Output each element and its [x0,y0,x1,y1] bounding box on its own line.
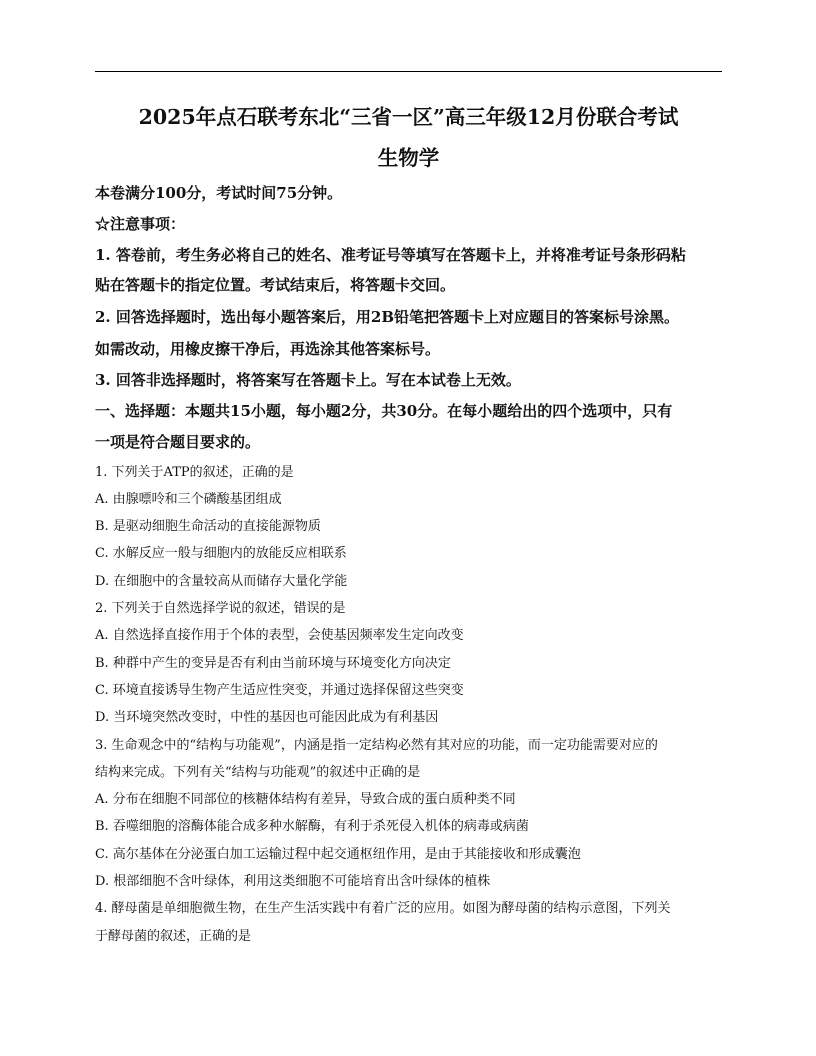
exam-title: 2025年点石联考东北“三省一区”高三年级12月份联合考试 [138,105,679,129]
q2-option-b: B. 种群中产生的变异是否有利由当前环境与环境变化方向决定 [95,656,451,671]
q3-option-a: A. 分布在细胞不同部位的核糖体结构有差异，导致合成的蛋白质种类不同 [95,792,516,807]
q1-option-b: B. 是驱动细胞生命活动的直接能源物质 [95,519,321,534]
notice-item-1-line-1: 1. 答卷前，考生务必将自己的姓名、准考证号等填写在答题卡上，并将准考证号条形码粘 [95,246,686,264]
q4-stem-line-2: 于酵母菌的叙述，正确的是 [95,929,252,944]
header-rule [95,71,722,72]
notice-item-1-line-2: 贴在答题卡的指定位置。考试结束后，将答题卡交回。 [95,276,456,294]
q2-option-a: A. 自然选择直接作用于个体的表型，会使基因频率发生定向改变 [95,628,464,643]
q3-option-b: B. 吞噬细胞的溶酶体能合成多种水解酶，有利于杀死侵入机体的病毒或病菌 [95,819,529,834]
notice-item-2-line-2: 如需改动，用橡皮擦干净后，再选涂其他答案标号。 [95,340,441,358]
q2-stem: 2. 下列关于自然选择学说的叙述，错误的是 [95,601,346,616]
q1-option-c: C. 水解反应一般与细胞内的放能反应相联系 [95,546,347,561]
q2-option-d: D. 当环境突然改变时，中性的基因也可能因此成为有利基因 [95,710,439,725]
score-time-text: 本卷满分100分，考试时间75分钟。 [95,184,343,202]
q2-option-c: C. 环境直接诱导生物产生适应性突变，并通过选择保留这些突变 [95,683,464,698]
notice-item-3: 3. 回答非选择题时，将答案写在答题卡上。写在本试卷上无效。 [95,371,521,389]
q3-stem-line-2: 结构来完成。下列有关“结构与功能观”的叙述中正确的是 [95,765,421,780]
q1-option-d: D. 在细胞中的含量较高从而储存大量化学能 [95,574,348,589]
q4-stem-line-1: 4. 酵母菌是单细胞微生物，在生产生活实践中有着广泛的应用。如图为酵母菌的结构示意图，下列关 [95,901,671,916]
q3-stem-line-1: 3. 生命观念中的“结构与功能观”，内涵是指一定结构必然有其对应的功能，而一定功能需要对应的 [95,738,658,753]
notice-item-2-line-1: 2. 回答选择题时，选出每小题答案后，用2B铅笔把答题卡上对应题目的答案标号涂黑。 [95,308,680,326]
section-1-heading-line-1: 一、选择题：本题共15小题，每小题2分，共30分。在每小题给出的四个选项中，只有 [95,402,673,420]
notice-heading: ☆注意事项： [95,215,186,233]
q3-option-d: D. 根部细胞不含叶绿体，利用这类细胞不可能培育出含叶绿体的植株 [95,874,491,889]
section-1-heading-line-2: 一项是符合题目要求的。 [95,433,261,451]
subject-title: 生物学 [377,146,440,170]
q1-option-a: A. 由腺嘌呤和三个磷酸基团组成 [95,492,282,507]
q3-option-c: C. 高尔基体在分泌蛋白加工运输过程中起交通枢纽作用，是由于其能接收和形成囊泡 [95,847,581,862]
q1-stem: 1. 下列关于ATP的叙述，正确的是 [95,465,294,480]
